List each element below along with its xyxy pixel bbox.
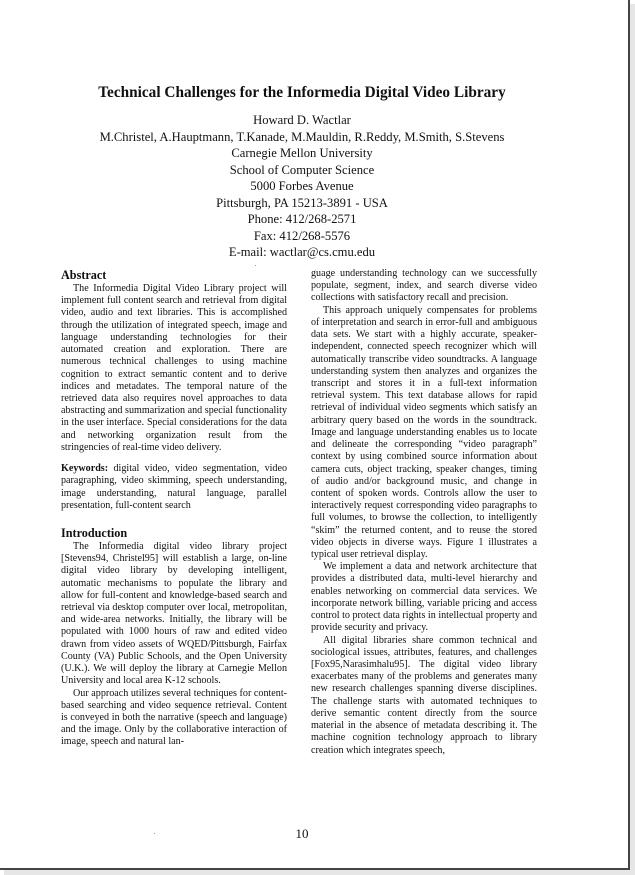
author-block [0, 112, 604, 261]
right-column [311, 268, 537, 757]
scan-speck [154, 833, 155, 834]
paper-title: Technical Challenges for the Informedia Digital Video Library [98, 84, 506, 101]
page-shadow-right [630, 4, 635, 875]
right-paragraph-continued: guage understanding technology can we successfully populate, segment, index, and search diverse video collections with satisfactory recall and precision. [311, 268, 537, 304]
author-email: E-mail: wactlar@cs.cmu.edu [228, 245, 376, 259]
page-shadow-bottom [4, 870, 635, 875]
keywords-label: Keywords: [61, 463, 109, 475]
left-column [61, 268, 287, 749]
right-paragraph-challenges: All digital libraries share common technical and sociological issues, attributes, features, and challenges [Fox95,Narasimhalu95]. The digital video library exacerbates many of the problems and generates many new research challenges spanning diverse disciplines. The challenge starts with automated techniques to derive semantic content directly from the source material in the absence of metadata describing it. The machine cognition technology approach to library creation which integrates speech, [311, 634, 537, 756]
right-paragraph-architecture: We implement a data and network architecture that provides a distributed data, multi-level hierarchy and enables networking on commercial data services. We incorporate network billing, variable pricing and access control to protect data rights in intellectual property and provide security and privacy. [311, 561, 537, 634]
keywords-text: digital video, video segmentation, video paragraphing, video skimming, speech understanding, image understanding, natural language, parallel presentation, full-content search [61, 463, 287, 511]
author-primary: Howard D. Wactlar [253, 113, 351, 127]
right-paragraph-approach: This approach uniquely compensates for problems of interpretation and search in error-full and ambiguous data sets. We start with a highly accurate, speaker-independent, connected speech recognizer which will automatically transcribe video soundtracks. A language understanding system then analyzes and organizes the transcript and stores it in a full-text information retrieval system. This text database allows for rapid retrieval of individual video segments which satisfy an arbitrary query based on the words in the soundtrack. Image and language understanding enables us to locate and delineate the corresponding “video paragraph” context by using combined source information about camera cuts, object tracking, speaker changes, timing of audio and/or background music, and change in content of spoken words. Controls allow the user to interactively request corresponding video paragraphs to full volumes, to browse the collection, to intelligently “skim” the returned content, and to reuse the stored video objects in diverse ways. Figure 1 illustrates a typical user retrieval display. [311, 304, 537, 561]
scan-speck [255, 265, 256, 266]
author-coauthors: M.Christel, A.Hauptmann, T.Kanade, M.Mauldin, R.Reddy, M.Smith, S.Stevens [99, 129, 505, 144]
author-phone: Phone: 412/268-2571 [247, 212, 357, 226]
abstract-paragraph: The Informedia Digital Video Library project will implement full content search and retrieval from digital video, audio and text libraries. This is accomplished through the utilization of integrated speech, image and language understanding technologies for their automated creation and exploration. There are numerous technical challenges to using machine cognition to extract semantic content and to derive indices and metadates. The temporal nature of the retrieved data also requires novel approaches to data abstracting and summarization and special functionality in the user interface. Special considerations for the data and networking organization result from the stringencies of real-time video delivery. [61, 283, 287, 453]
author-affiliation: Carnegie Mellon University [231, 146, 373, 160]
author-department: School of Computer Science [229, 162, 375, 177]
keywords-paragraph [61, 463, 287, 512]
introduction-heading: Introduction [61, 525, 128, 540]
author-street: 5000 Forbes Avenue [250, 179, 354, 193]
introduction-paragraph-2: Our approach utilizes several techniques for content-based searching and video sequence retrieval. Content is conveyed in both the narrative (speech and language) and the image. Only by the collaborative interaction of image, speech and natural lan- [61, 687, 287, 748]
page-number: 10 [295, 826, 309, 841]
abstract-heading: Abstract [61, 268, 107, 282]
introduction-paragraph-1: The Informedia digital video library project [Stevens94, Christel95] will establish a large, on-line digital video library by developing intelligent, automatic mechanisms to populate the library and allow for full-content and knowledge-based search and retrieval via desktop computer over local, metropolitan, and wide-area networks. Initially, the library will be populated with 1000 hours of raw and edited video drawn from video assets of WQED/Pittsburgh, Fairfax County (VA) Public Schools, and the Open University (U.K.). We will deploy the library at Carnegie Mellon University and local area K-12 schools. [61, 540, 287, 687]
author-fax: Fax: 412/268-5576 [253, 228, 351, 243]
author-city: Pittsburgh, PA 15213-3891 - USA [216, 195, 388, 210]
